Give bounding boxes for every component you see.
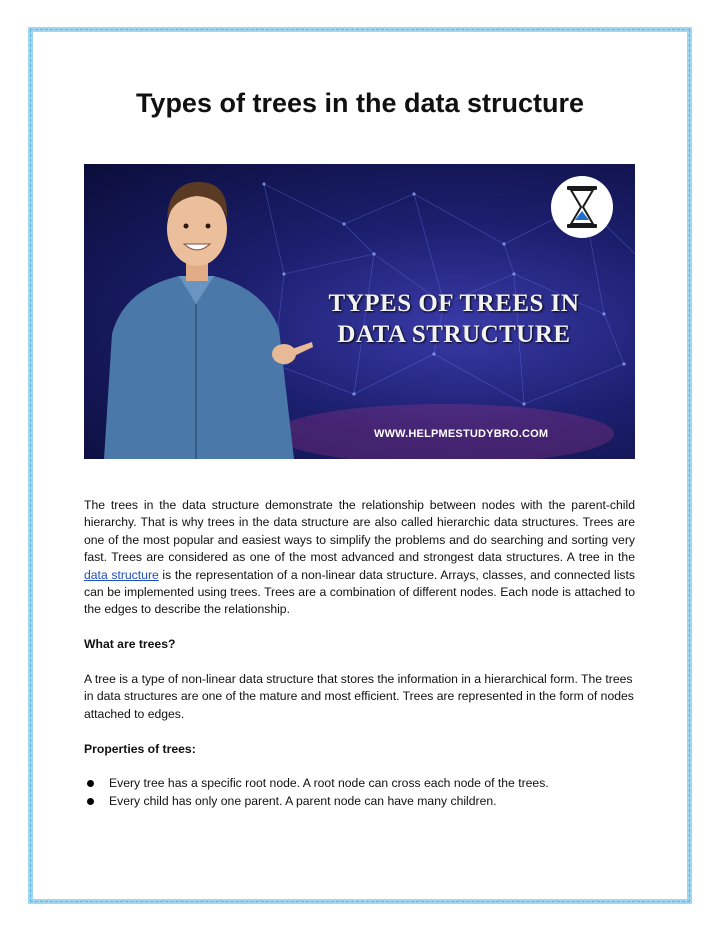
bullet-icon — [87, 780, 94, 787]
banner-url: WWW.HELPMESTUDYBRO.COM — [374, 428, 549, 440]
list-item — [84, 793, 635, 810]
intro-text-after-link: is the representation of a non-linear data structure. Arrays, classes, and connected lists can be implemented using trees. Trees are a combination of different nodes. Each node is attached to the edges to describe the relationship. — [84, 567, 635, 617]
article-body — [84, 497, 635, 810]
banner-heading-line-2: DATA STRUCTURE — [337, 321, 571, 348]
properties-heading: Properties of trees: — [84, 741, 196, 756]
banner-heading-line-1: TYPES OF TREES IN — [328, 290, 580, 317]
what-are-trees-heading: What are trees? — [84, 637, 176, 652]
data-structure-link[interactable]: data structure — [84, 567, 159, 582]
list-item — [84, 775, 635, 792]
banner-image — [84, 164, 635, 459]
intro-text-before-link: The trees in the data structure demonstrate the relationship between nodes with the parent-child hierarchy. That is why trees in the data structure are also called hierarchic data structures. Trees are one of the most popular and easiest ways to simplify the problems and do searching and sorting very fast. Trees are considered as one of the most advanced and strongest data structures. A tree in the — [84, 498, 635, 565]
page-title: Types of trees in the data structure — [135, 88, 585, 118]
hourglass-icon — [565, 185, 599, 229]
intro-paragraph — [84, 497, 635, 619]
list-item-text: Every child has only one parent. A parent node can have many children. — [109, 793, 497, 808]
bullet-icon — [87, 798, 94, 805]
hourglass-logo — [551, 176, 613, 238]
properties-list — [84, 775, 635, 810]
banner-heading — [289, 288, 619, 350]
man-pointing-illustration — [84, 164, 314, 459]
what-are-trees-paragraph: A tree is a type of non-linear data structure that stores the information in a hierarchical form. The trees in data structures are one of the mature and most efficient. Trees are represented in the form of nodes attached to edges. — [84, 672, 634, 721]
list-item-text: Every tree has a specific root node. A root node can cross each node of the trees. — [109, 776, 549, 791]
